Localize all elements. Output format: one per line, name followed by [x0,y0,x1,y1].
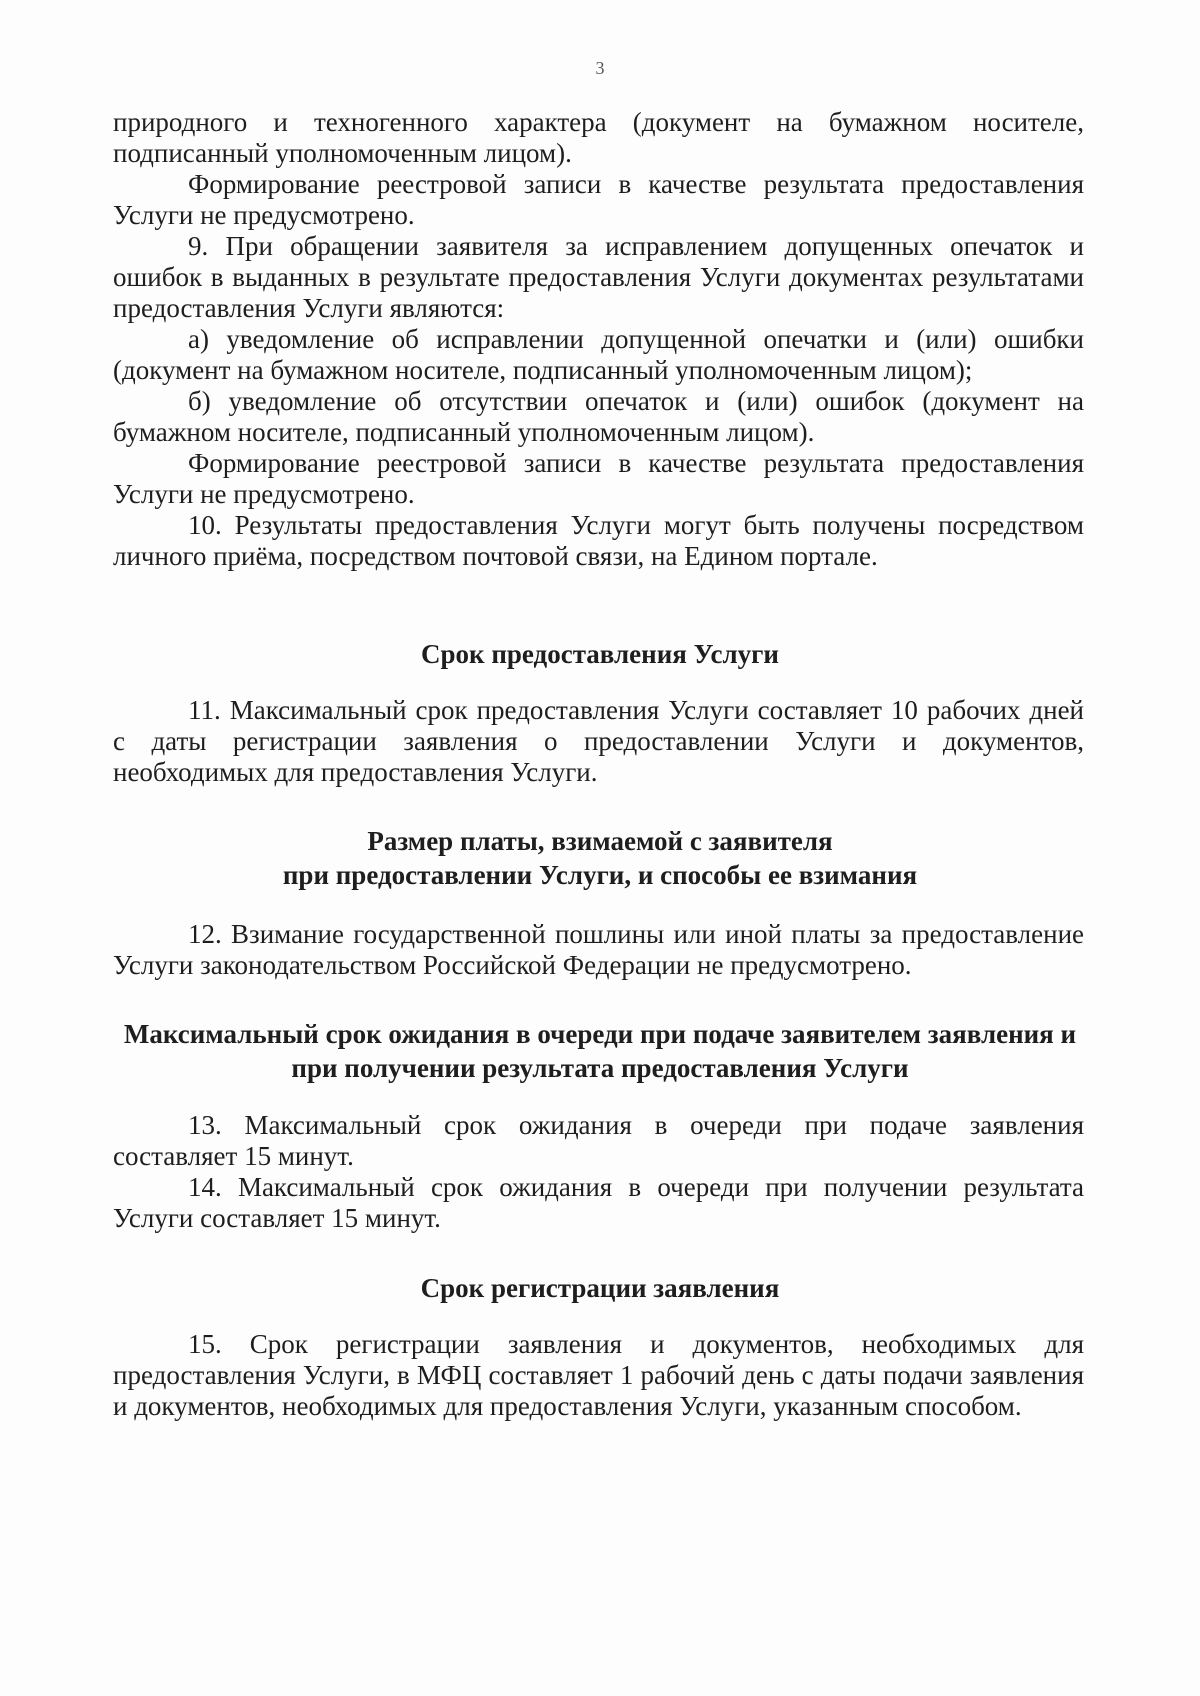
heading-line: Максимальный срок ожидания в очереди при подаче заявителем заявления и [123,1019,1077,1049]
service-term-block [113,695,1084,788]
paragraph-item-10: 10. Результаты предоставления Услуги могут быть получены посредством личного приёма, посредством почтовой связи, на Едином портале. [113,510,1084,571]
paragraph-continuation: природного и техногенного характера (документ на бумажном носителе, подписанный уполномоченным лицом). [113,107,1084,168]
paragraph: Формирование реестровой записи в качестве результата предоставления Услуги не предусмотрено. [113,169,1084,230]
section-heading-service-term: Срок предоставления Услуги [421,639,779,669]
paragraph-item-15: 15. Срок регистрации заявления и документов, необходимых для предоставления Услуги, в МФЦ составляет 1 рабочий день с даты подачи заявления и документов, необходимых для предоставления Услуги, указанным способом. [113,1329,1084,1421]
paragraph-item-11: 11. Максимальный срок предоставления Услуги составляет 10 рабочих дней с даты регистрации заявления о предоставлении Услуги и документов, необходимых для предоставления Услуги. [113,695,1084,787]
paragraph: Формирование реестровой записи в качестве результата предоставления Услуги не предусмотрено. [113,448,1084,509]
paragraph-item-13: 13. Максимальный срок ожидания в очереди при подаче заявления составляет 15 минут. [113,1110,1084,1171]
paragraph-subitem-a: а) уведомление об исправлении допущенной опечатки и (или) ошибки (документ на бумажном носителе, подписанный уполномоченным лицом); [113,324,1084,385]
queue-time-block [113,1110,1084,1234]
paragraph-item-12: 12. Взимание государственной пошлины или иной платы за предоставление Услуги законодательством Российской Федерации не предусмотрено. [113,919,1084,980]
paragraph-subitem-b: б) уведомление об отсутствии опечаток и (или) ошибок (документ на бумажном носителе, подписанный уполномоченным лицом). [113,386,1084,447]
results-block [113,107,1084,572]
heading-line: Размер платы, взимаемой с заявителя [367,826,833,856]
heading-line: при предоставлении Услуги, и способы ее взимания [282,860,918,890]
paragraph-item-14: 14. Максимальный срок ожидания в очереди при получении результата Услуги составляет 15 минут. [113,1172,1084,1233]
paragraph-item-9: 9. При обращении заявителя за исправлением допущенных опечаток и ошибок в выданных в результате предоставления Услуги документах результатами предоставления Услуги являются: [113,231,1084,323]
section-heading-queue-time [100,1017,1100,1085]
registration-term-block [113,1329,1084,1422]
fee-block [113,919,1084,981]
page-number: 3 [595,58,605,78]
section-heading-fee [100,824,1100,892]
section-heading-registration-term: Срок регистрации заявления [420,1273,780,1303]
heading-line: при получении результата предоставления Услуги [291,1053,909,1083]
